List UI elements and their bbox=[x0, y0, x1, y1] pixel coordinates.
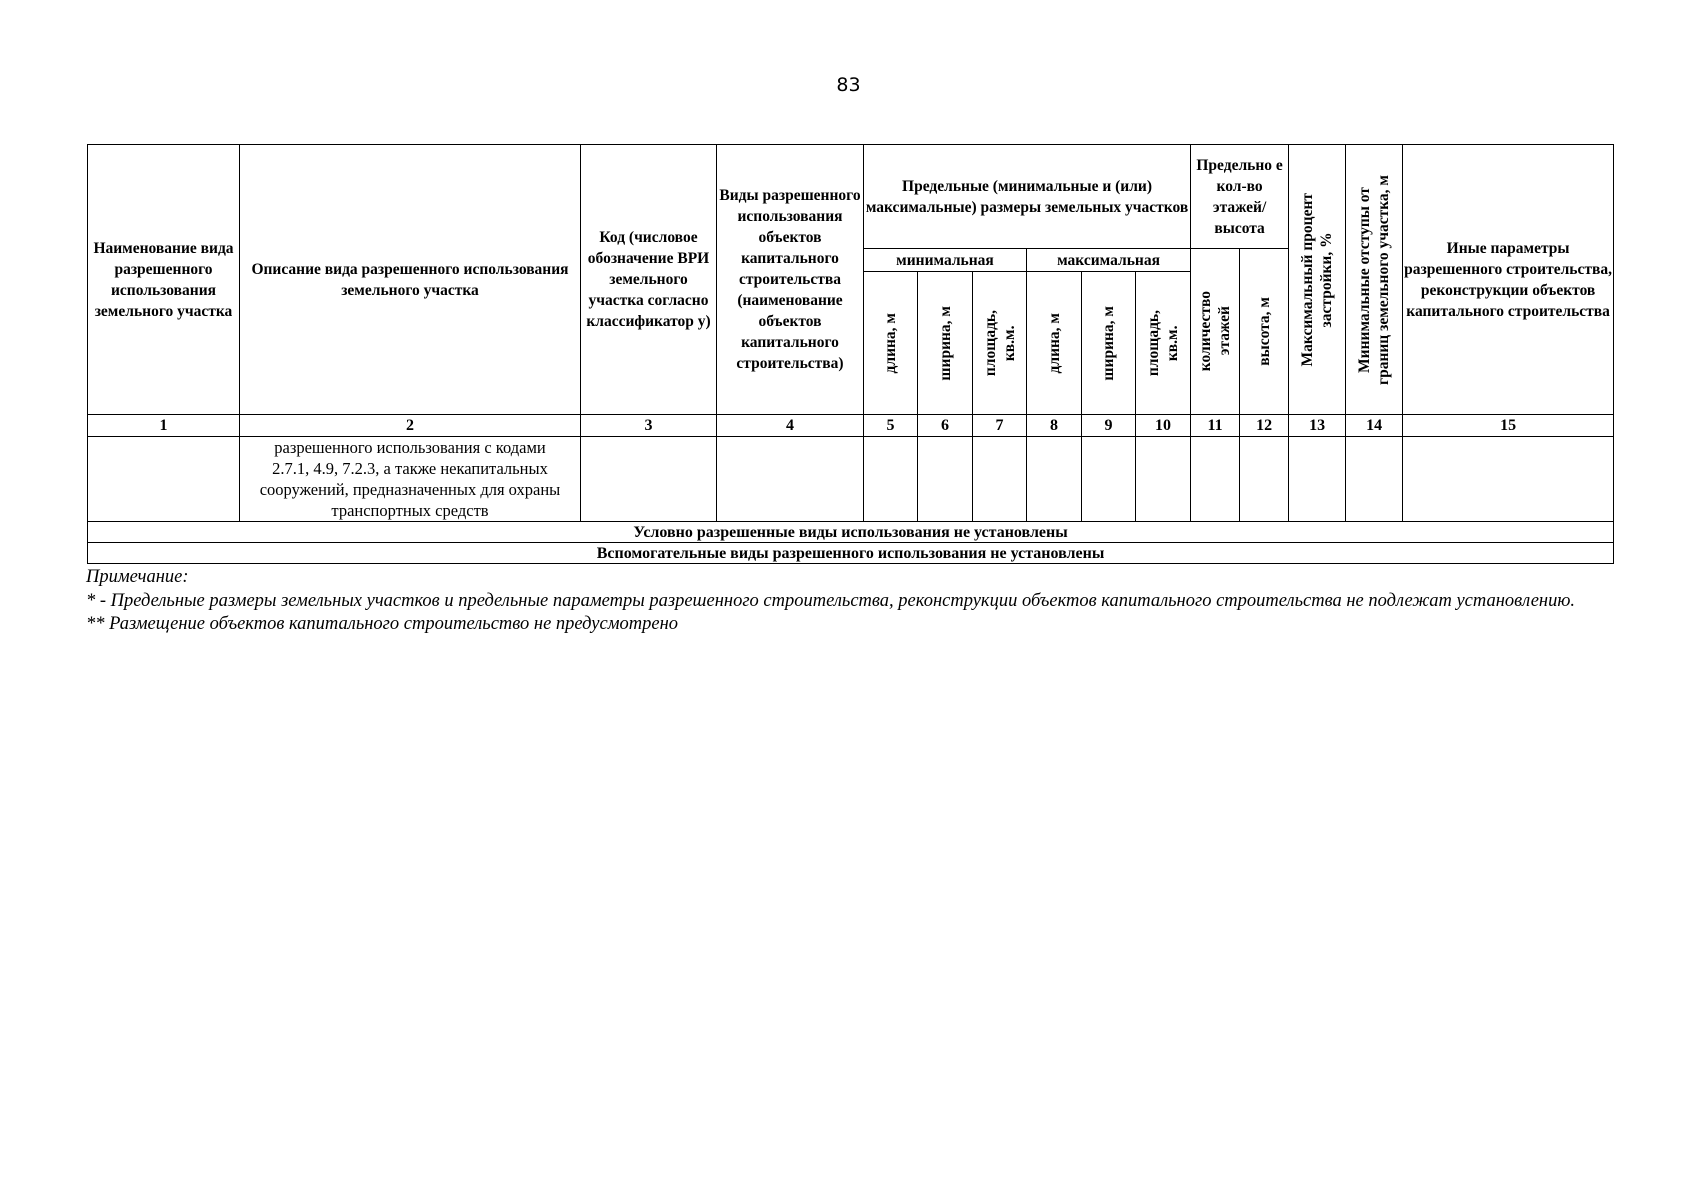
header-height: высота, м bbox=[1240, 249, 1289, 415]
column-number: 11 bbox=[1191, 415, 1240, 437]
empty-cell bbox=[1027, 437, 1082, 522]
table-row bbox=[88, 437, 1614, 522]
empty-cell bbox=[1346, 437, 1403, 522]
header-limits: Предельные (минимальные и (или) максимальные) размеры земельных участков bbox=[864, 145, 1191, 249]
header-area-min: площадь, кв.м. bbox=[973, 272, 1027, 415]
note-2: ** Размещение объектов капитального строительство не предусмотрено bbox=[86, 614, 679, 634]
column-number: 12 bbox=[1240, 415, 1289, 437]
empty-cell bbox=[1240, 437, 1289, 522]
column-number: 15 bbox=[1403, 415, 1614, 437]
header-max-percent: Максимальный процент застройки, % bbox=[1289, 145, 1346, 415]
header-floors-group: Предельно е кол-во этажей/ высота bbox=[1191, 145, 1289, 249]
header-description: Описание вида разрешенного использования земельного участка bbox=[240, 145, 581, 415]
header-width-min: ширина, м bbox=[918, 272, 973, 415]
empty-cell bbox=[973, 437, 1027, 522]
row-description-cell: разрешенного использования с кодами 2.7.1, 4.9, 7.2.3, а также некапитальных сооружений, предназначенных для охраны транспортных средств bbox=[240, 437, 581, 522]
notes-title: Примечание: bbox=[86, 567, 189, 587]
header-width-max: ширина, м bbox=[1082, 272, 1136, 415]
column-number: 4 bbox=[717, 415, 864, 437]
empty-cell bbox=[581, 437, 717, 522]
column-number: 14 bbox=[1346, 415, 1403, 437]
empty-cell bbox=[1082, 437, 1136, 522]
column-number: 2 bbox=[240, 415, 581, 437]
conditional-uses-row: Условно разрешенные виды использования не установлены bbox=[88, 522, 1614, 543]
notes-section bbox=[86, 566, 1616, 637]
column-number: 1 bbox=[88, 415, 240, 437]
empty-cell bbox=[1289, 437, 1346, 522]
column-number: 6 bbox=[918, 415, 973, 437]
header-kinds: Виды разрешенного использования объектов капитального строительства (наименование объектов капитального строительства) bbox=[717, 145, 864, 415]
column-number: 8 bbox=[1027, 415, 1082, 437]
header-area-max: площадь, кв.м. bbox=[1136, 272, 1191, 415]
column-number: 7 bbox=[973, 415, 1027, 437]
empty-cell bbox=[1136, 437, 1191, 522]
column-numbers-row bbox=[88, 415, 1614, 437]
empty-cell bbox=[864, 437, 918, 522]
column-number: 3 bbox=[581, 415, 717, 437]
column-number: 10 bbox=[1136, 415, 1191, 437]
header-max: максимальная bbox=[1027, 249, 1191, 272]
header-floors-count: количество этажей bbox=[1191, 249, 1240, 415]
empty-cell bbox=[918, 437, 973, 522]
header-min-setback: Минимальные отступы от границ земельного участка, м bbox=[1346, 145, 1403, 415]
header-length-min: длина, м bbox=[864, 272, 918, 415]
header-other-params: Иные параметры разрешенного строительства, реконструкции объектов капитального строительства bbox=[1403, 145, 1614, 415]
page-number: 83 bbox=[836, 74, 861, 96]
column-number: 5 bbox=[864, 415, 918, 437]
column-number: 13 bbox=[1289, 415, 1346, 437]
empty-cell bbox=[1191, 437, 1240, 522]
column-number: 9 bbox=[1082, 415, 1136, 437]
header-code: Код (числовое обозначение ВРИ земельного участка согласно классификатор у) bbox=[581, 145, 717, 415]
empty-cell bbox=[717, 437, 864, 522]
header-length-max: длина, м bbox=[1027, 272, 1082, 415]
header-min: минимальная bbox=[864, 249, 1027, 272]
row-name-cell bbox=[88, 437, 240, 522]
empty-cell bbox=[1403, 437, 1614, 522]
auxiliary-uses-row: Вспомогательные виды разрешенного использования не установлены bbox=[88, 543, 1614, 564]
header-name: Наименование вида разрешенного использования земельного участка bbox=[88, 145, 240, 415]
land-use-table bbox=[87, 144, 1614, 564]
note-1: * - Предельные размеры земельных участков и предельные параметры разрешенного строительства, реконструкции объектов капитального строительства не подлежат установлению. bbox=[86, 590, 1576, 611]
